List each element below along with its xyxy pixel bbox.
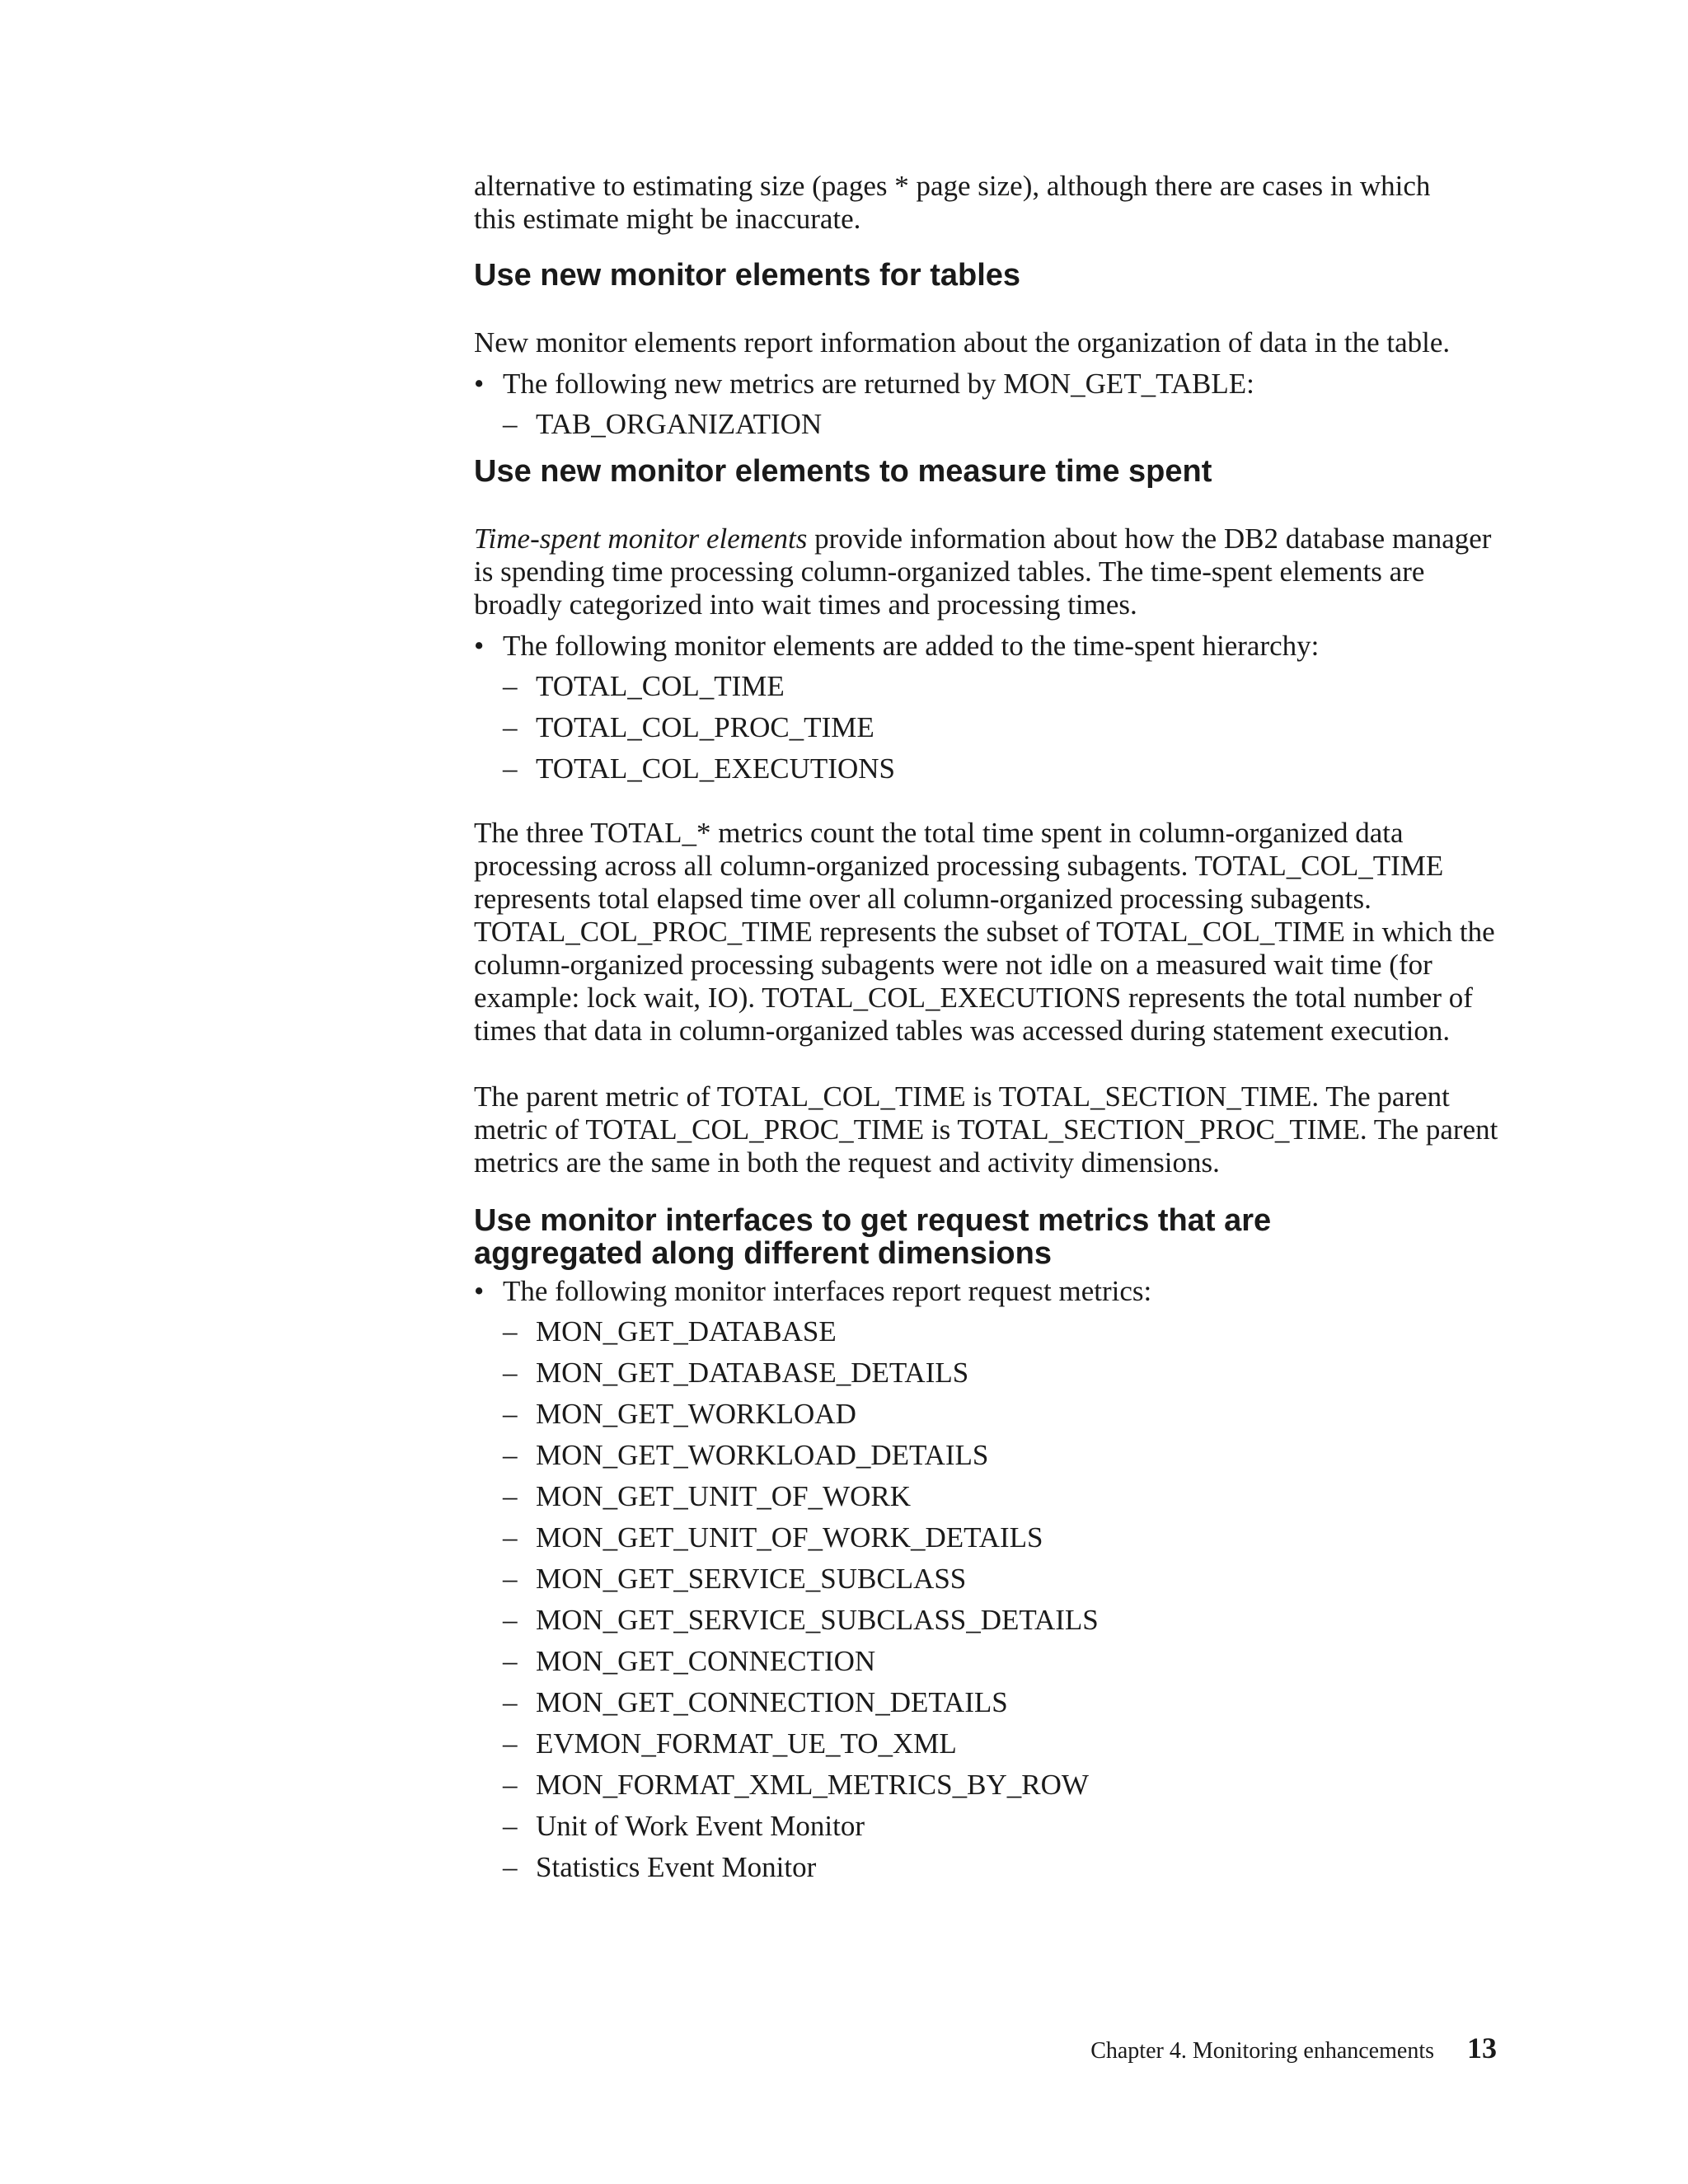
- intro-line-1: alternative to estimating size (pages * page size), although there are cases in which: [474, 170, 1431, 202]
- intro-line-2: this estimate might be inaccurate.: [474, 203, 861, 235]
- section-heading-request-metrics: [474, 1204, 1504, 1270]
- section2-paragraph-2: The three TOTAL_* metrics count the total time spent in column-organized data processing across all column-organized processing subagents. TOTAL_COL_TIME represents total elapsed time over all column-organized processing subagents. TOTAL_COL_PROC_TIME represents the subset of TOTAL_COL_TIME in which the column-organized processing subagents were not idle on a measured wait time (for example: lock wait, IO). TOTAL_COL_EXECUTIONS represents the total number of times that data in column-organized tables was accessed during statement execution.: [474, 817, 1495, 1047]
- list-item: – Unit of Work Event Monitor: [474, 1810, 1504, 1851]
- list-item: – MON_GET_DATABASE_DETAILS: [474, 1357, 1504, 1398]
- list-item: – MON_GET_DATABASE: [474, 1315, 1504, 1357]
- list-item: – MON_GET_CONNECTION: [474, 1645, 1504, 1686]
- list-item: – MON_GET_SERVICE_SUBCLASS: [474, 1563, 1504, 1604]
- list-item: – TOTAL_COL_PROC_TIME: [474, 711, 1504, 752]
- section1-bullet: • The following new metrics are returned by MON_GET_TABLE:: [474, 368, 1504, 408]
- intro-paragraph: [474, 170, 1504, 236]
- list-item: – EVMON_FORMAT_UE_TO_XML: [474, 1727, 1504, 1769]
- list-item: – MON_GET_WORKLOAD_DETAILS: [474, 1439, 1504, 1480]
- page-content: [474, 170, 1504, 1892]
- section3-bullet: • The following monitor interfaces report request metrics:: [474, 1275, 1504, 1315]
- footer-chapter-title: Chapter 4. Monitoring enhancements: [1090, 2038, 1434, 2064]
- section2-paragraph-text: provide information about how the DB2 database manager is spending time processing column-organized tables. The time-spent elements are broadly categorized into wait times and processing times.: [474, 523, 1492, 621]
- section1-paragraph: New monitor elements report information about the organization of data in the table.: [474, 326, 1451, 359]
- list-item: – MON_GET_CONNECTION_DETAILS: [474, 1686, 1504, 1727]
- list-item: – MON_GET_UNIT_OF_WORK_DETAILS: [474, 1521, 1504, 1563]
- page-number: 13: [1467, 2032, 1497, 2064]
- heading-line-2: aggregated along different dimensions: [474, 1236, 1052, 1271]
- heading-line-1: Use monitor interfaces to get request metrics that are: [474, 1203, 1272, 1238]
- time-spent-term: Time-spent monitor elements: [474, 523, 808, 555]
- section-heading-time-spent: Use new monitor elements to measure time spent: [474, 454, 1212, 489]
- list-item: – MON_GET_UNIT_OF_WORK: [474, 1480, 1504, 1521]
- section-heading-tables: Use new monitor elements for tables: [474, 258, 1021, 293]
- list-item: – TOTAL_COL_TIME: [474, 670, 1504, 711]
- list-item: – MON_GET_WORKLOAD: [474, 1398, 1504, 1439]
- list-item: – TOTAL_COL_EXECUTIONS: [474, 752, 1504, 794]
- list-item: – MON_GET_SERVICE_SUBCLASS_DETAILS: [474, 1604, 1504, 1645]
- section2-paragraph: [474, 523, 1504, 621]
- section2-bullet: • The following monitor elements are added to the time-spent hierarchy:: [474, 630, 1504, 670]
- page-footer: [1090, 2031, 1497, 2065]
- section2-list: [474, 670, 1504, 794]
- section1-list: [474, 408, 1504, 449]
- list-item: – TAB_ORGANIZATION: [474, 408, 1504, 449]
- section3-list: [474, 1315, 1504, 1892]
- list-item: – MON_FORMAT_XML_METRICS_BY_ROW: [474, 1769, 1504, 1810]
- list-item: – Statistics Event Monitor: [474, 1851, 1504, 1892]
- section2-paragraph-3: The parent metric of TOTAL_COL_TIME is TOTAL_SECTION_TIME. The parent metric of TOTAL_COL_PROC_TIME is TOTAL_SECTION_PROC_TIME. The parent metrics are the same in both the request and activity dimensions.: [474, 1080, 1498, 1179]
